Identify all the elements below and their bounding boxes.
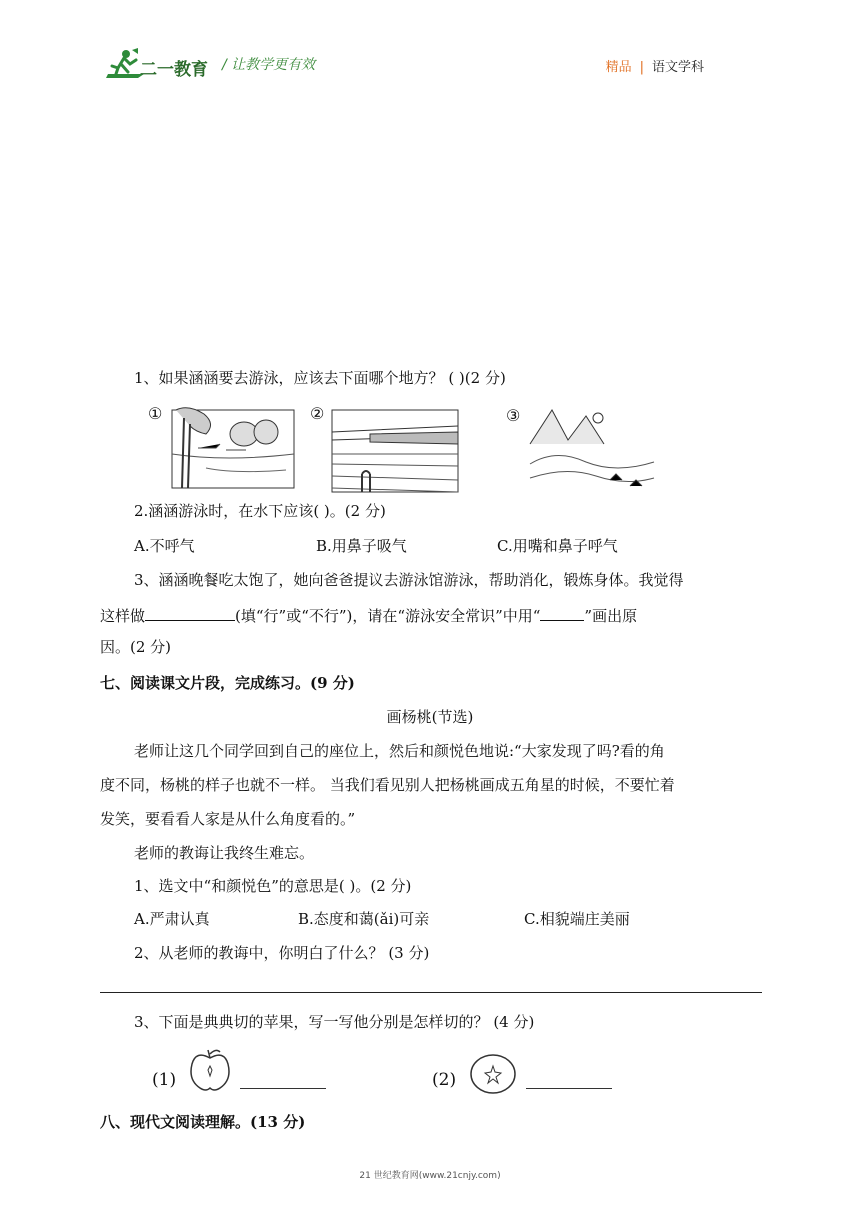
- pic-label-2: ②: [310, 404, 325, 423]
- apple-answer-line-2[interactable]: [526, 1088, 612, 1089]
- passage-title: 画杨桃(节选): [386, 708, 474, 726]
- s7-q3: 3、下面是典典切的苹果，写一写他分别是怎样切的？ (4 分): [134, 1013, 535, 1031]
- pool-picture: [310, 404, 460, 494]
- s6-q3-line3: 因。(2 分): [100, 638, 172, 656]
- s6-q3-line1: 3、涵涵晚餐吃太饱了，她向爸爸提议去游泳馆游泳，帮助消化，锻炼身体。我觉得: [134, 571, 684, 589]
- page-footer: 21 世纪教育网(www.21cnjy.com): [359, 1171, 501, 1181]
- s7-q1-option-b: B.态度和蔼(ǎi)可亲: [298, 910, 430, 928]
- s6-q2-option-c: C.用嘴和鼻子呼气: [497, 537, 618, 555]
- s6-q2: 2.涵涵游泳时，在水下应该( )。(2 分): [134, 502, 386, 520]
- park-picture: [146, 404, 296, 490]
- slogan: / 让教学更有效: [222, 57, 316, 73]
- s6-q2-option-b: B.用鼻子吸气: [316, 537, 407, 555]
- s6-q2-option-a: A.不呼气: [134, 537, 195, 555]
- passage-line-3: 发笑，要看看人家是从什么角度看的。”: [100, 810, 356, 828]
- apple-label-2: (2): [432, 1070, 457, 1090]
- quality-label: 精品: [605, 60, 632, 75]
- s7-q1-option-a: A.严肃认真: [134, 910, 210, 928]
- apple-horizontal-cut-icon: [468, 1052, 518, 1096]
- answer-line[interactable]: [100, 992, 762, 993]
- subject-label: 语文学科: [651, 60, 704, 75]
- s7-q1-option-c: C.相貌端庄美丽: [524, 910, 630, 928]
- passage-line-1: 老师让这几个同学回到自己的座位上，然后和颜悦色地说:“大家发现了吗?看的角: [134, 742, 665, 760]
- s7-q2: 2、从老师的教诲中，你明白了什么？ (3 分): [134, 944, 430, 962]
- s6-q3-text-b: (填“行”或“不行”)，请在“游泳安全常识”中用“: [235, 607, 541, 625]
- river-picture: [506, 404, 656, 494]
- passage-line-2: 度不同，杨桃的样子也就不一样。 当我们看见别人把杨桃画成五角星的时候，不要忙着: [100, 776, 675, 794]
- pic-label-3: ③: [506, 406, 521, 425]
- apple-answer-line-1[interactable]: [240, 1088, 326, 1089]
- s6-q3-text-a: 这样做: [100, 607, 146, 625]
- answer-blank-1[interactable]: [145, 604, 235, 621]
- pic-label-1: ①: [148, 404, 163, 423]
- passage-line-4: 老师的教诲让我终生难忘。: [134, 844, 315, 862]
- header-right: [606, 56, 704, 75]
- section7-heading: 七、阅读课文片段，完成练习。(9 分): [100, 674, 355, 692]
- header-separator: |: [639, 60, 644, 75]
- apple-label-1: (1): [152, 1070, 177, 1090]
- answer-blank-2[interactable]: [540, 604, 584, 621]
- s7-q1: 1、选文中“和颜悦色”的意思是( )。(2 分): [134, 877, 412, 895]
- logo-text: 二一教育: [140, 60, 208, 80]
- s6-q3-line2: [100, 604, 637, 626]
- s6-q3-text-c: ”画出原: [584, 607, 638, 625]
- section8-heading: 八、现代文阅读理解。(13 分): [100, 1113, 306, 1131]
- s6-q1: 1、如果涵涵要去游泳，应该去下面哪个地方？ ( )(2 分): [134, 369, 506, 387]
- apple-vertical-cut-icon: [186, 1048, 234, 1092]
